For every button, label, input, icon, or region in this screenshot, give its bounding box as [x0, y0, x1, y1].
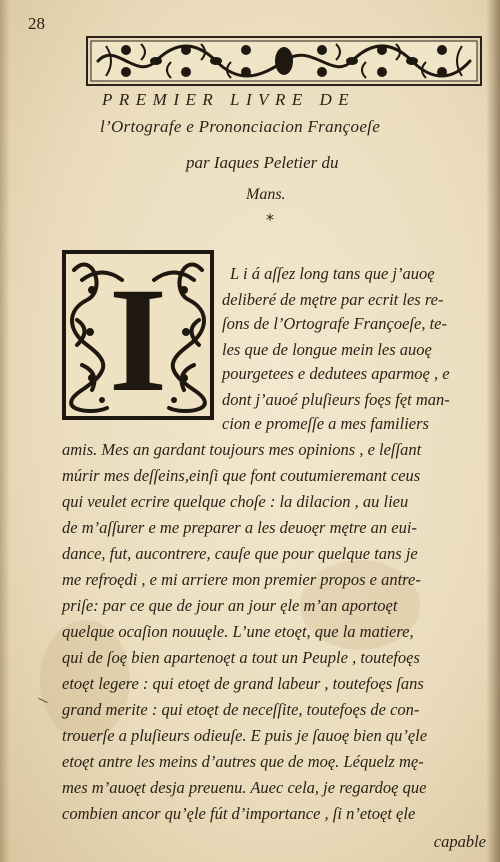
page-number: 28	[28, 14, 45, 33]
initial-letter: I	[108, 257, 168, 420]
chapter-subtitle: l’Ortografe e Prononciacion Françoeſe	[100, 117, 381, 136]
author-line: par Iaques Peletier du	[186, 153, 339, 172]
body-line: qui de ſoę bien apartenoęt a tout un Peuple , toutefoęs	[62, 648, 420, 667]
decorated-initial	[62, 250, 214, 420]
body-line: mes m’auoęt desja preuenu. Auec cela, je regardoę que	[62, 778, 427, 797]
body-line: dance, fut, aucontrere, cauſe que pour quelque tans je	[62, 544, 418, 563]
body-line: grand merite : qui etoęt de neceſſite, toutefoęs de con-	[62, 700, 420, 719]
chapter-title: PREMIER LIVRE DE	[102, 90, 356, 109]
body-line: pourgetees e dedutees aparmoę , e	[222, 364, 450, 383]
body-line: ſons de l’Ortografe Françoeſe, te-	[222, 314, 447, 333]
body-line: trouerſe a pluſieurs odieuſe. E puis je ſauoę bien qu’ęle	[62, 726, 428, 745]
body-line: qui veulet ecrire quelque choſe : la dilacion , au lieu	[62, 492, 409, 511]
body-line: quelque ocaſion nouuęle. L’une etoęt, que la matiere,	[62, 622, 414, 641]
body-line: priſe: par ce que de jour an jour ęle m’an aportoęt	[62, 596, 398, 615]
body-line: cion e promeſſe a mes familiers	[222, 414, 429, 433]
body-line: dont j’auoé pluſieurs foęs fęt man-	[222, 390, 450, 409]
body-line: combien ancor qu’ęle fút d’importance , ſi n’etoęt ęle	[62, 804, 416, 823]
author-line-cont: Mans.	[246, 186, 286, 203]
body-line: me refroędi , e mi arriere mon premier propos e antre-	[62, 570, 421, 589]
body-line: les que de longue mein les auoę	[222, 340, 432, 359]
body-line: L i á aſſez long tans que j’auoę	[230, 264, 435, 283]
catchword: capable	[433, 832, 486, 851]
body-line: etoęt antre les meins d’autres que de moę. Léquelz mę-	[62, 752, 424, 771]
body-line: de m’aſſurer e me preparer a les deuoęr mętre an eui-	[62, 518, 417, 537]
page-left-edge	[0, 0, 10, 862]
ornamental-headpiece	[86, 36, 482, 86]
page-right-edge	[486, 0, 500, 862]
body-line: deliberé de mętre par ecrit les re-	[222, 290, 444, 309]
body-line: etoęt legere : qui etoęt de grand labeur , toutefoęs ſans	[62, 674, 424, 693]
asterism: *	[266, 210, 274, 229]
body-line: múrir mes deſſeins,einſi que font coutumieremant ceus	[62, 466, 421, 485]
body-line: amis. Mes an gardant toujours mes opinions , e leſſant	[62, 440, 422, 459]
